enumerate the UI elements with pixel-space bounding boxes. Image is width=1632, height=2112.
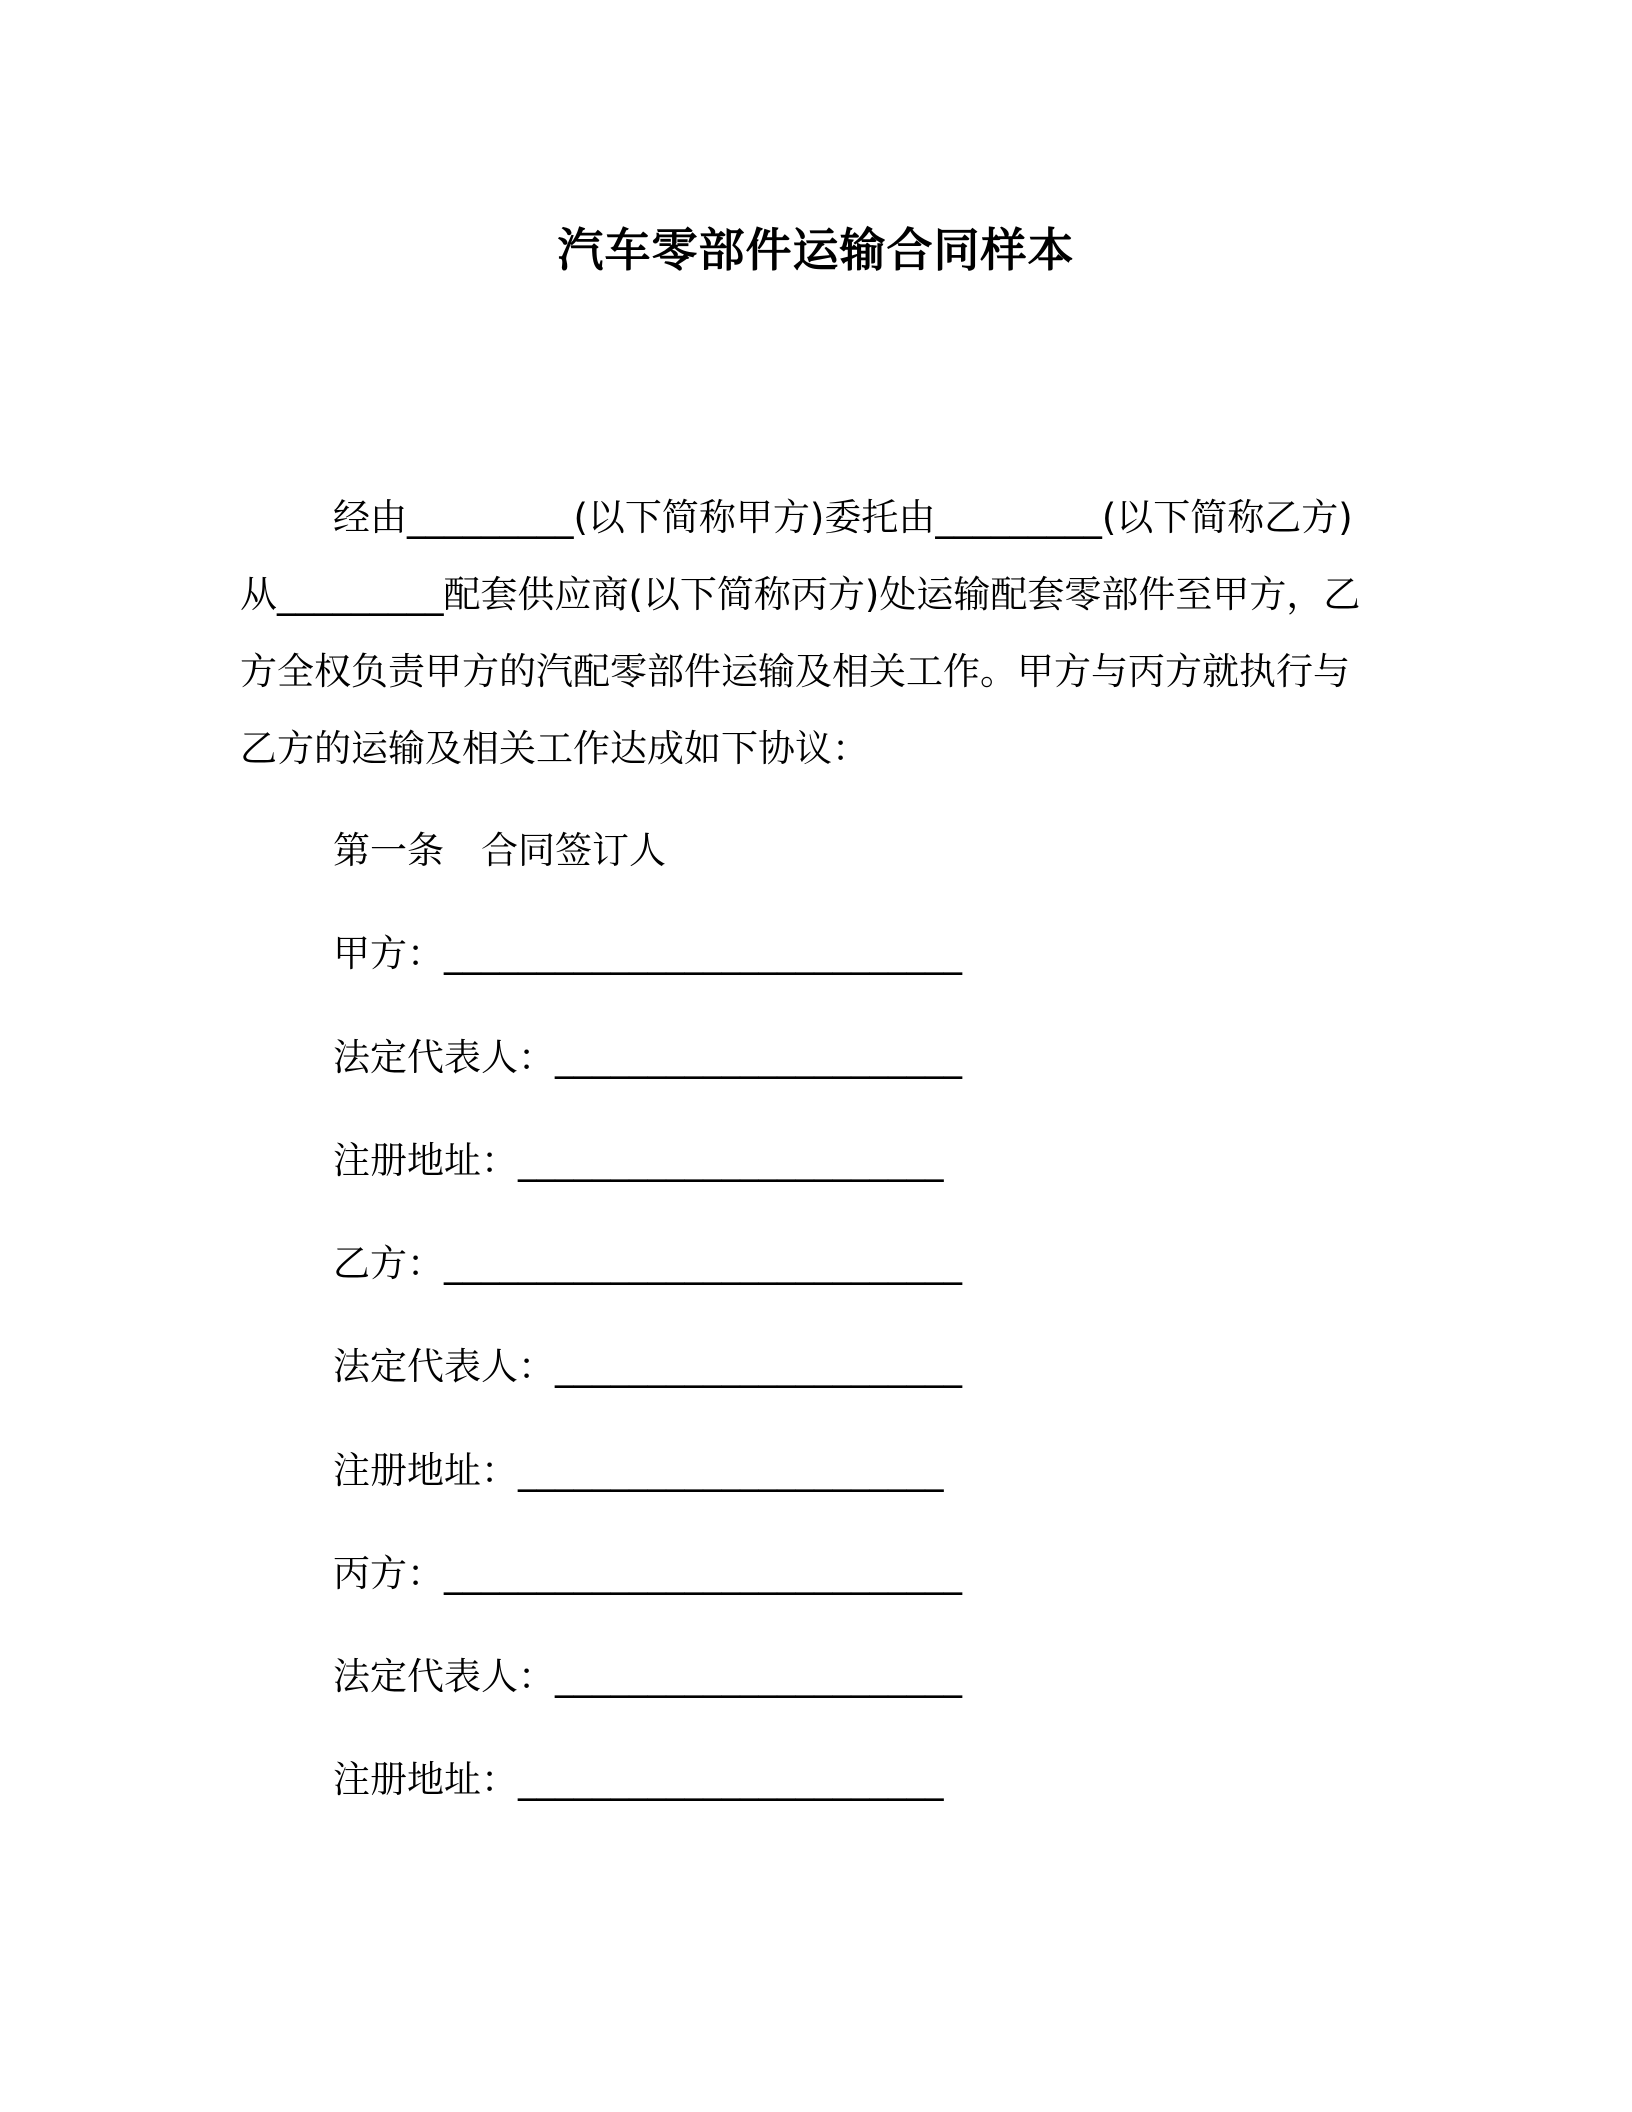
document-title: 汽车零部件运输合同样本: [557, 223, 1075, 277]
article-1-heading: 第一条 合同签订人: [333, 829, 666, 872]
party-c-address-field: 注册地址：_______________________: [333, 1758, 944, 1801]
party-a-name-field: 甲方：____________________________: [333, 932, 962, 975]
party-c-name-field: 丙方：____________________________: [333, 1552, 962, 1595]
preamble-line-3: 方全权负责甲方的汽配零部件运输及相关工作。甲方与丙方就执行与: [240, 650, 1350, 693]
party-c-legal-rep-field: 法定代表人：______________________: [333, 1655, 962, 1698]
party-b-address-field: 注册地址：_______________________: [333, 1449, 944, 1492]
preamble-line-4: 乙方的运输及相关工作达成如下协议：: [240, 727, 869, 770]
party-a-address-field: 注册地址：_______________________: [333, 1139, 944, 1182]
preamble-line-2: 从_________配套供应商(以下简称丙方)处运输配套零部件至甲方，乙: [240, 573, 1361, 616]
party-b-legal-rep-field: 法定代表人：______________________: [333, 1345, 962, 1388]
party-a-legal-rep-field: 法定代表人：______________________: [333, 1036, 962, 1079]
party-b-name-field: 乙方：____________________________: [333, 1242, 962, 1285]
preamble-line-1: 经由_________(以下简称甲方)委托由_________(以下简称乙方): [333, 496, 1353, 539]
